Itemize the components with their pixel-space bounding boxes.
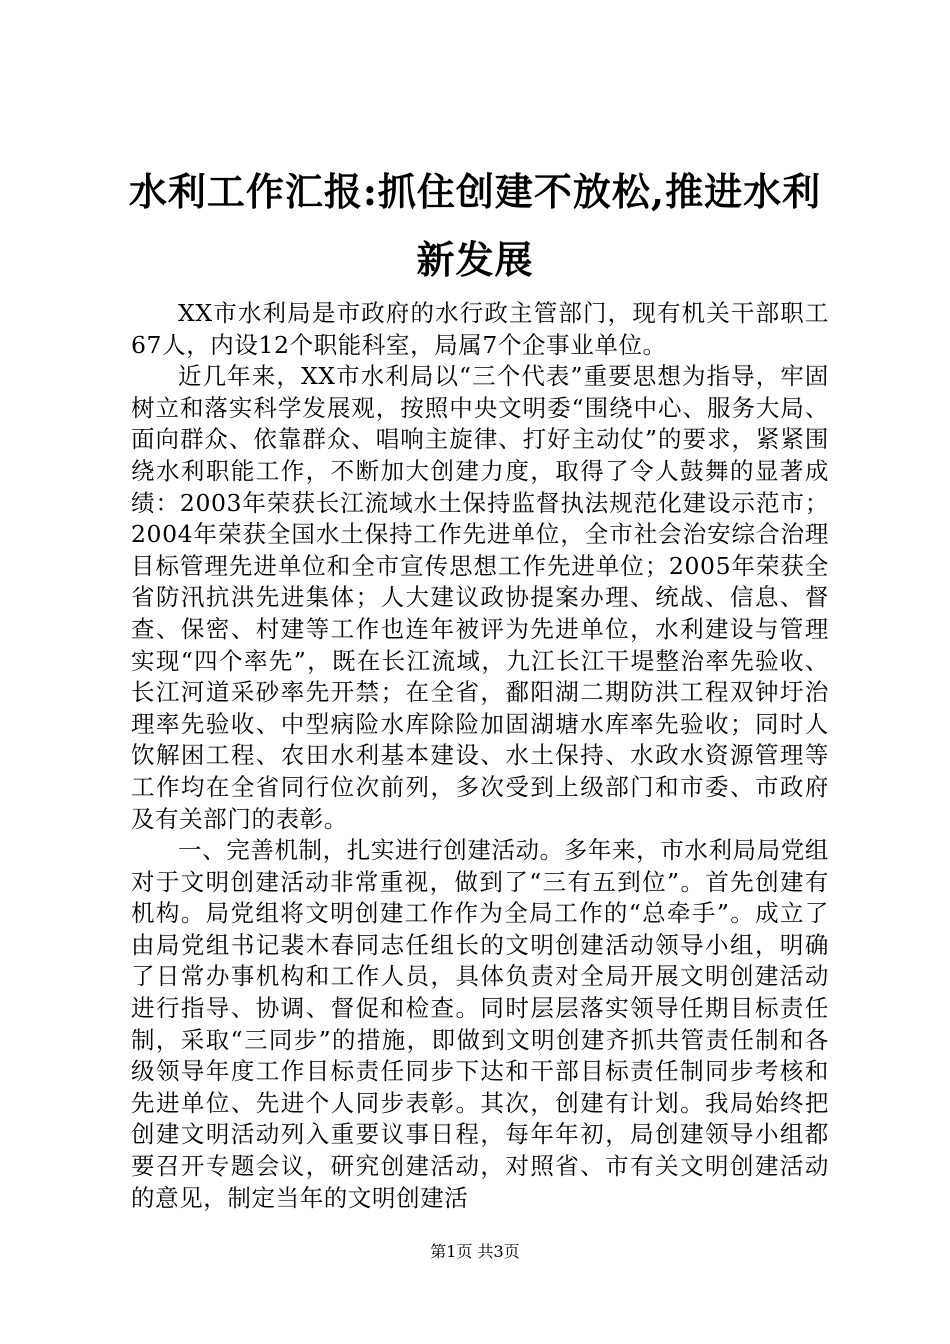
- body-paragraph: 近几年来，XX市水利局以“三个代表”重要思想为指导，牢固树立和落实科学发展观，按照中央文明委“围绕中心、服务大局、面向群众、依靠群众、唱响主旋律、打好主动仗”的要求，紧紧围绕水利职能工作，不断加大创建力度，取得了令人鼓舞的显著成绩：2003年荣获长江流域水土保持监督执法规范化建设示范市；2004年荣获全国水土保持工作先进单位，全市社会治安综合治理目标管理先进单位和全市宣传思想工作先进单位；2005年荣获全省防汛抗洪先进集体；人大建议政协提案办理、统战、信息、督查、保密、村建等工作也连年被评为先进单位，水利建设与管理实现“四个率先”，既在长江流域，九江长江干堤整治率先验收、长江河道采砂率先开禁；在全省，鄱阳湖二期防洪工程双钟圩治理率先验收、中型病险水库除险加固湖塘水库率先验收；同时人饮解困工程、农田水利基本建设、水土保持、水政水资源管理等工作均在全省同行位次前列，多次受到上级部门和市委、市政府及有关部门的表彰。: [131, 362, 829, 833]
- body-paragraph: 一、完善机制，扎实进行创建活动。多年来，市水利局局党组对于文明创建活动非常重视，做到了“三有五到位”。首先创建有机构。局党组将文明创建工作作为全局工作的“总牵手”。成立了由局党组书记裴木春同志任组长的文明创建活动领导小组，明确了日常办事机构和工作人员，具体负责对全局开展文明创建活动进行指导、协调、督促和检查。同时层层落实领导任期目标责任制，采取“三同步”的措施，即做到文明创建齐抓共管责任制和各级领导年度工作目标责任同步下达和干部目标责任制同步考核和先进单位、先进个人同步表彰。其次，创建有计划。我局始终把创建文明活动列入重要议事日程，每年年初，局创建领导小组都要召开专题会议，研究创建活动，对照省、市有关文明创建活动的意见，制定当年的文明创建活: [131, 836, 829, 1212]
- body-paragraph: XX市水利局是市政府的水行政主管部门，现有机关干部职工67人，内设12个职能科室，局属7个企事业单位。: [131, 299, 829, 359]
- document-title: 水利工作汇报:抓住创建不放松,推进水利新发展: [128, 169, 822, 282]
- page-number-footer: 第1页 共3页: [430, 1242, 520, 1261]
- document-body: [131, 298, 829, 1214]
